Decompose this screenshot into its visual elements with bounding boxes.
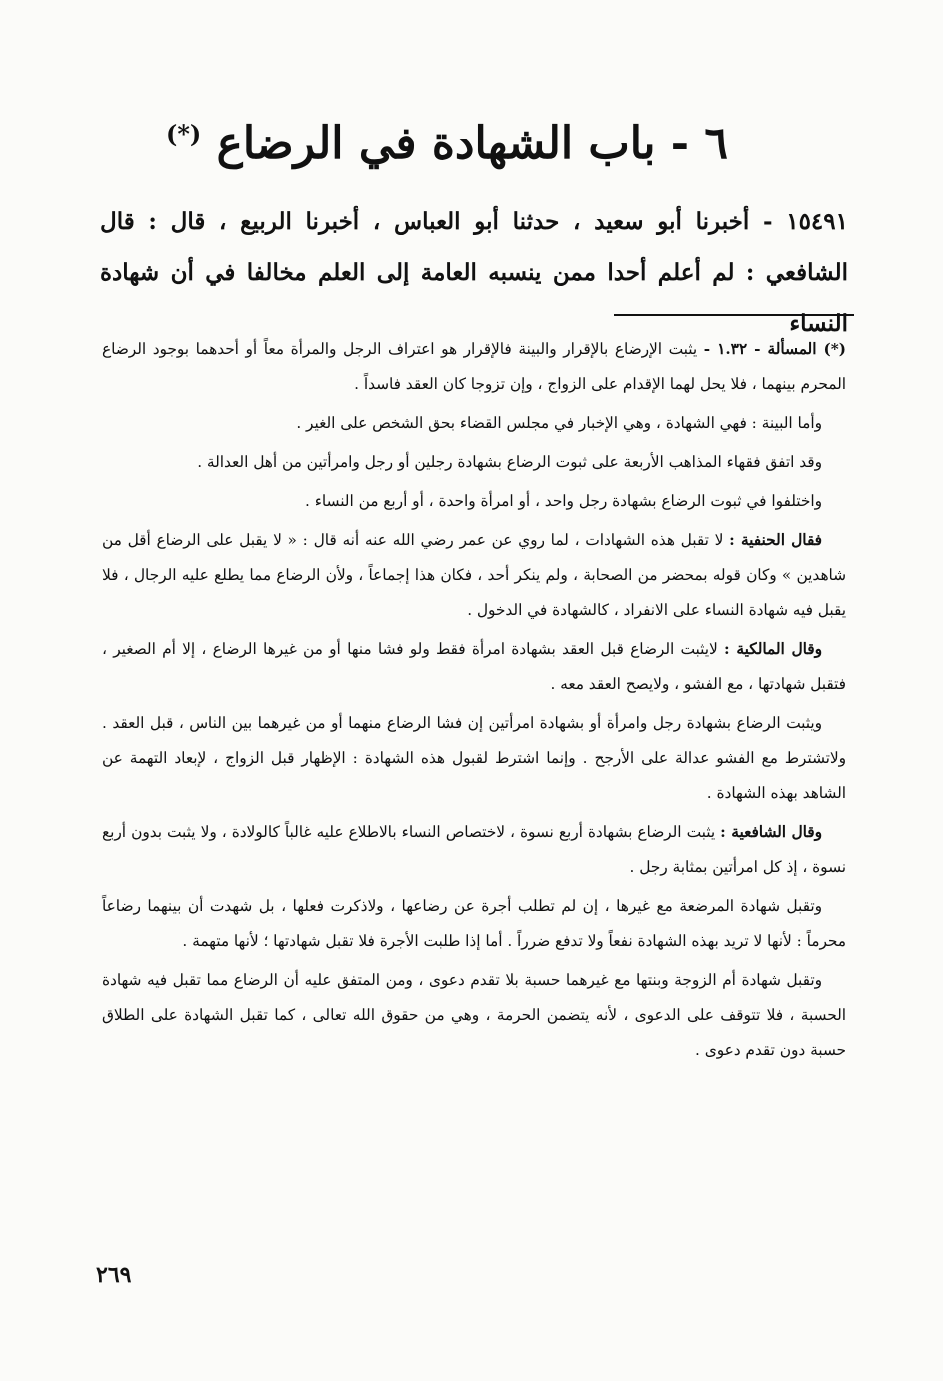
page-number: ٢٦٩	[96, 1262, 132, 1288]
footnote-paragraph	[102, 632, 846, 702]
footnote-paragraph	[102, 523, 846, 628]
footnote-text: لايثبت الرضاع قبل العقد بشهادة امرأة فقط ولو فشا منها أو من غيرها الرضاع ، إلا أم الصغير ، فتقبل شهادتها ، مع الفشو ، ولايصح العقد معه .	[102, 640, 846, 693]
chapter-title-text: ٦ - باب الشهادة في الرضاع	[216, 118, 728, 169]
footnote-paragraph: وقد اتفق فقهاء المذاهب الأربعة على ثبوت الرضاع بشهادة رجلين أو رجل وامرأتين من أهل العدالة .	[197, 453, 822, 471]
footnote-paragraph: وتقبل شهادة المرضعة مع غيرها ، إن لم تطلب أجرة عن رضاعها ، ولاذكرت فعلها ، بل شهدت أن بينهما رضاعاً محرماً : لأنها لا تريد بهذه الشهادة نفعاً ولا تدفع ضرراً . أما إذا طلبت الأجرة فلا تقبل شهادتها ؛ لأنها متهمة .	[102, 897, 846, 950]
footnote-paragraph: وأما البينة : فهي الشهادة ، وهي الإخبار في مجلس القضاء بحق الشخص على الغير .	[296, 414, 822, 432]
footnote-lead: فقال الحنفية :	[729, 531, 822, 549]
footnote-lead: وقال المالكية :	[724, 640, 822, 658]
footnote-paragraph: واختلفوا في ثبوت الرضاع بشهادة رجل واحد ، أو امرأة واحدة ، أو أربع من النساء .	[304, 492, 822, 510]
chapter-title	[165, 118, 728, 169]
footnote-paragraph	[102, 815, 846, 885]
hadith-text	[100, 196, 848, 349]
footnote-lead: (*) المسألة - ١.٣٢ -	[703, 340, 846, 358]
footnote-marker: (*)	[165, 119, 202, 149]
footnotes	[102, 332, 846, 1072]
footnote-text: لا تقبل هذه الشهادات ، لما روي عن عمر رضي الله عنه أنه قال : « لا يقبل على الرضاع أقل من شاهدين » وكان قوله بمحضر من الصحابة ، ولم ينكر أحد ، فكان هذا إجماعاً ، ولأن الرضاع مما يطلع عليه الرجال ، فلا يقبل فيه شهادة النساء على الانفراد ، كالشهادة في الدخول .	[102, 531, 846, 619]
footnote-text: يثبت الإرضاع بالإقرار والبينة فالإقرار هو اعتراف الرجل والمرأة معاً أو أحدهما بوجود الرضاع المحرم بينهما ، فلا يحل لهما الإقدام على الزواج ، وإن تزوجا كان العقد فاسداً .	[102, 340, 846, 393]
footnote-divider	[614, 314, 854, 316]
hadith-line-1: ١٥٤٩١ - أخبرنا أبو سعيد ، حدثنا أبو العباس ، أخبرنا الربيع ، قال : قال	[100, 208, 848, 235]
hadith-line-2: الشافعي : لم أعلم أحدا ممن ينسبه العامة إلى العلم مخالفا في أن شهادة النساء	[100, 259, 848, 337]
footnote-paragraph: ويثبت الرضاع بشهادة رجل وامرأة أو بشهادة امرأتين إن فشا الرضاع منهما أو من غيرهما بين الناس ، قبل العقد . ولاتشترط مع الفشو عدالة على الأرجح . وإنما اشترط لقبول هذه الشهادة : الإظهار قبل الزواج ، لإبعاد التهمة عن الشاهد بهذه الشهادة .	[102, 714, 846, 802]
footnote-lead: وقال الشافعية :	[720, 823, 823, 841]
footnote-paragraph	[102, 332, 846, 402]
footnote-text: يثبت الرضاع بشهادة أربع نسوة ، لاختصاص النساء بالاطلاع عليه غالباً كالولادة ، ولا يثبت بدون أربع نسوة ، إذ كل امرأتين بمثابة رجل .	[102, 823, 846, 876]
footnote-paragraph: وتقبل شهادة أم الزوجة وبنتها مع غيرهما حسبة بلا تقدم دعوى ، ومن المتفق عليه أن الرضاع مما تقبل فيه شهادة الحسبة ، فلا تتوقف على الدعوى ، لأنه يتضمن الحرمة ، وهي من حقوق الله تعالى ، كما تقبل الشهادة على الطلاق حسبة دون تقدم دعوى .	[102, 971, 846, 1059]
